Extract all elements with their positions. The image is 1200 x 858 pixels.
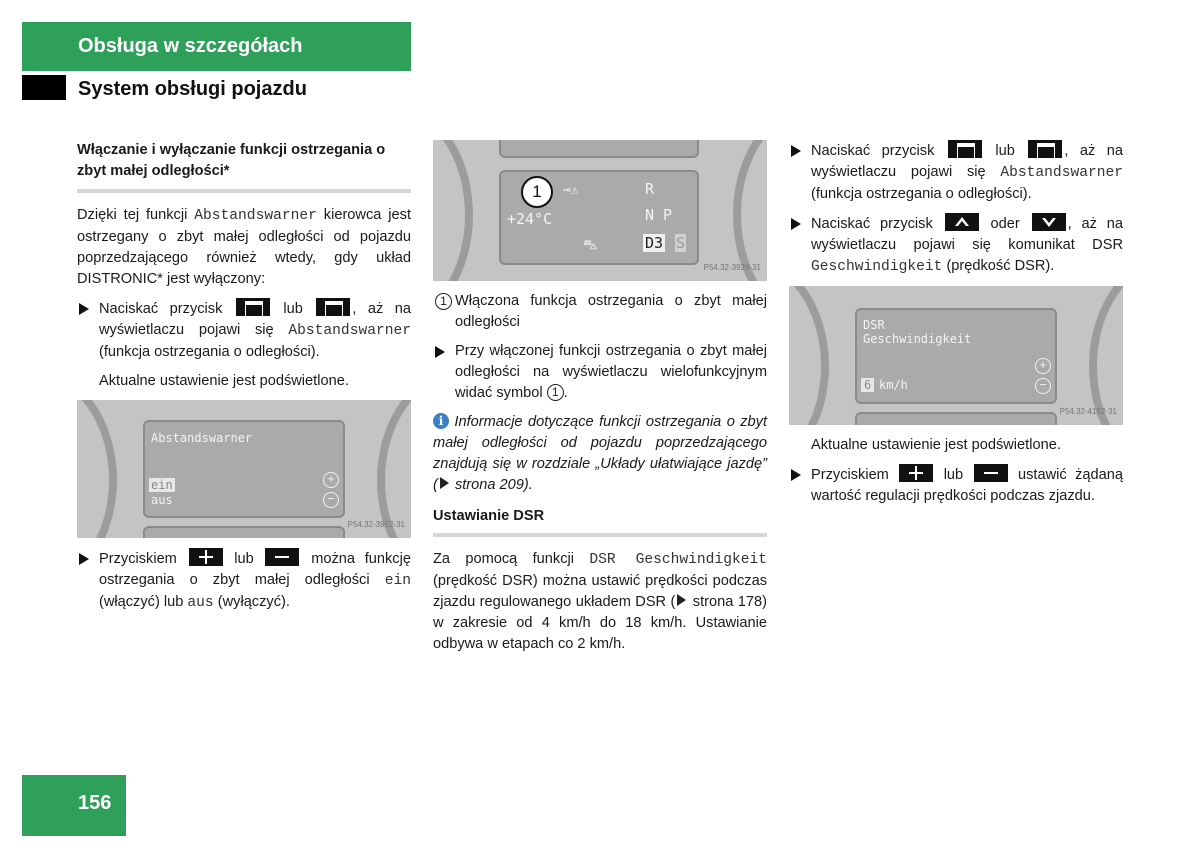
arrow-ref-icon — [440, 477, 449, 489]
step-item — [77, 548, 411, 614]
gear-r: R — [645, 180, 655, 198]
para-ref: strona 178) — [692, 594, 767, 610]
step-text: , aż na wyświetlaczu pojawi się — [99, 301, 411, 338]
step-text: , aż na wyświetlaczu pojawi się komunikat DSR — [811, 216, 1123, 253]
step-text: lub — [234, 551, 254, 567]
step-text: (funkcja ostrzegania o odległości). — [811, 186, 1032, 202]
display-illustration — [789, 286, 1123, 425]
plus-key-icon — [189, 548, 223, 566]
display-illustration — [77, 400, 411, 538]
note-text: Aktualne ustawienie jest podświetlone. — [99, 373, 349, 389]
car-icon: ⛍ — [583, 237, 598, 253]
minus-icon: − — [323, 492, 339, 508]
figure-code: P54.32-3929-31 — [703, 263, 761, 272]
step-text: lub — [283, 301, 303, 317]
section-heading: Ustawianie DSR — [433, 506, 767, 537]
step-item — [789, 213, 1123, 278]
step-mono: aus — [187, 595, 214, 611]
step-text: można funkcję ostrzegania o zbyt małej odległości — [99, 551, 411, 588]
info-icon: i — [433, 413, 449, 429]
plus-key-icon — [899, 464, 933, 482]
section-title: Obsługa w szczegółach — [78, 35, 303, 57]
up-key-icon — [945, 213, 979, 231]
screen-title: Abstandswarner — [151, 431, 253, 445]
bullet-icon — [791, 469, 801, 481]
gauge-dial — [789, 286, 829, 425]
step-item — [789, 140, 1123, 205]
step-text: Przyciskiem — [811, 467, 889, 483]
display-illustration — [433, 140, 767, 281]
doc-key-icon — [316, 298, 350, 316]
step-mono: ein — [384, 573, 411, 589]
step-text: oder — [990, 216, 1020, 232]
bullet-icon — [435, 346, 445, 358]
info-note — [433, 412, 767, 496]
step-text: Przyciskiem — [99, 551, 177, 567]
step-text: Przy włączonej funkcji ostrzegania o zbyt małej odległości na wyświetlaczu wielofunkcyjnym widać symbol — [455, 343, 767, 401]
column-3 — [789, 140, 1123, 507]
symbol-number: 1 — [547, 384, 564, 401]
step-text: (funkcja ostrzegania o odległości). — [99, 344, 320, 360]
dsr-paragraph — [433, 549, 767, 655]
step-text: Naciskać przycisk — [811, 216, 933, 232]
legend-text: Włączona funkcja ostrzegania o zbyt małej odległości — [455, 293, 767, 330]
minus-key-icon — [974, 464, 1008, 482]
step-text: (włączyć) lub — [99, 594, 184, 610]
distance-warning-icon: ⊸⚠ — [563, 183, 579, 198]
screen-subtitle: Geschwindigkeit — [863, 332, 972, 346]
display-screen-lower — [143, 526, 345, 538]
intro-text: Dzięki tej funkcji — [77, 207, 195, 223]
step-item: Przy włączonej funkcji ostrzegania o zbyt małej odległości na wyświetlaczu wielofunkcyjnym widać symbol 1 . — [433, 341, 767, 404]
para-text: (prędkość DSR) można ustawić prędkości podczas zjazdu regulowanego układem DSR ( — [433, 573, 767, 610]
column-1 — [77, 140, 411, 614]
info-ref: strona 209). — [454, 477, 533, 493]
intro-text-end: kierowca jest ostrzegany o zbyt małej odległości od pojazdu poprzedzającego również wtedy, gdy układ DISTRONIC* jest wyłączony: — [77, 207, 411, 287]
info-text: Informacje dotyczące funkcji ostrzegania o zbyt małej odległości od pojazdu poprzedzającego znajdują się w rozdziale „Układy ułatwiające jazdę” ( — [433, 414, 767, 493]
legend-item — [433, 291, 767, 333]
intro-mono: Abstandswarner — [194, 208, 317, 224]
step-mono: Abstandswarner — [1000, 165, 1123, 181]
section-banner — [22, 22, 411, 71]
column-2 — [433, 140, 767, 655]
display-screen-lower — [855, 412, 1057, 425]
down-key-icon — [1032, 213, 1066, 231]
screen-title: DSR — [863, 318, 885, 332]
plus-icon: + — [1035, 358, 1051, 374]
subsection-marker — [22, 75, 66, 100]
bullet-icon — [791, 145, 801, 157]
step-item — [789, 464, 1123, 507]
note-text: Aktualne ustawienie jest podświetlone. — [811, 437, 1061, 453]
step-text: Naciskać przycisk — [99, 301, 223, 317]
step-text: lub — [943, 467, 964, 483]
gauge-dial — [433, 140, 473, 281]
display-screen-upper — [499, 140, 699, 158]
screen-unit: km/h — [879, 378, 908, 392]
gear-s: S — [676, 234, 686, 252]
step-text: lub — [995, 143, 1015, 159]
screen-value: 6 — [861, 378, 874, 392]
step-text: , aż na wyświetlaczu pojawi się — [811, 143, 1123, 180]
para-mono: DSR Geschwindigkeit — [589, 552, 767, 568]
step-text: ustawić żądaną wartość regulacji prędkości podczas zjazdu. — [811, 467, 1123, 504]
step-mono: Abstandswarner — [288, 323, 411, 339]
step-text: Naciskać przycisk — [811, 143, 935, 159]
bullet-icon — [79, 303, 89, 315]
bullet-icon — [791, 218, 801, 230]
arrow-ref-icon — [677, 594, 686, 606]
page-number: 156 — [78, 792, 112, 814]
doc-key-icon — [236, 298, 270, 316]
screen-temperature: +24°C — [507, 210, 553, 228]
figure-code: P54.32-4152-31 — [1059, 407, 1117, 416]
legend-number: 1 — [435, 293, 452, 310]
para-text: w zakresie od 4 km/h do 18 km/h. Ustawianie odbywa w etapach co 2 km/h. — [433, 615, 767, 652]
subsection-title: System obsługi pojazdu — [78, 78, 307, 100]
doc-key-icon — [948, 140, 982, 158]
minus-key-icon — [265, 548, 299, 566]
plus-icon: + — [323, 472, 339, 488]
page-number-box — [22, 775, 126, 836]
doc-key-icon — [1028, 140, 1062, 158]
step-item — [77, 298, 411, 363]
gear-np: N P — [645, 206, 673, 224]
callout-marker: 1 — [521, 176, 553, 208]
bullet-icon — [79, 553, 89, 565]
gauge-dial — [77, 400, 117, 538]
intro-paragraph — [77, 205, 411, 290]
section-heading: Włączanie i wyłączanie funkcji ostrzegania o zbyt małej odległości* — [77, 140, 411, 193]
gear-d: D3 — [645, 234, 664, 252]
para-text: Za pomocą funkcji — [433, 551, 574, 567]
minus-icon: − — [1035, 378, 1051, 394]
step-text: (wyłączyć). — [217, 594, 290, 610]
screen-option-off: aus — [151, 493, 173, 507]
screen-option-on: ein — [151, 478, 173, 492]
figure-code: P54.32-3952-31 — [347, 520, 405, 529]
step-text: (prędkość DSR). — [946, 258, 1055, 274]
step-mono: Geschwindigkeit — [811, 259, 943, 275]
